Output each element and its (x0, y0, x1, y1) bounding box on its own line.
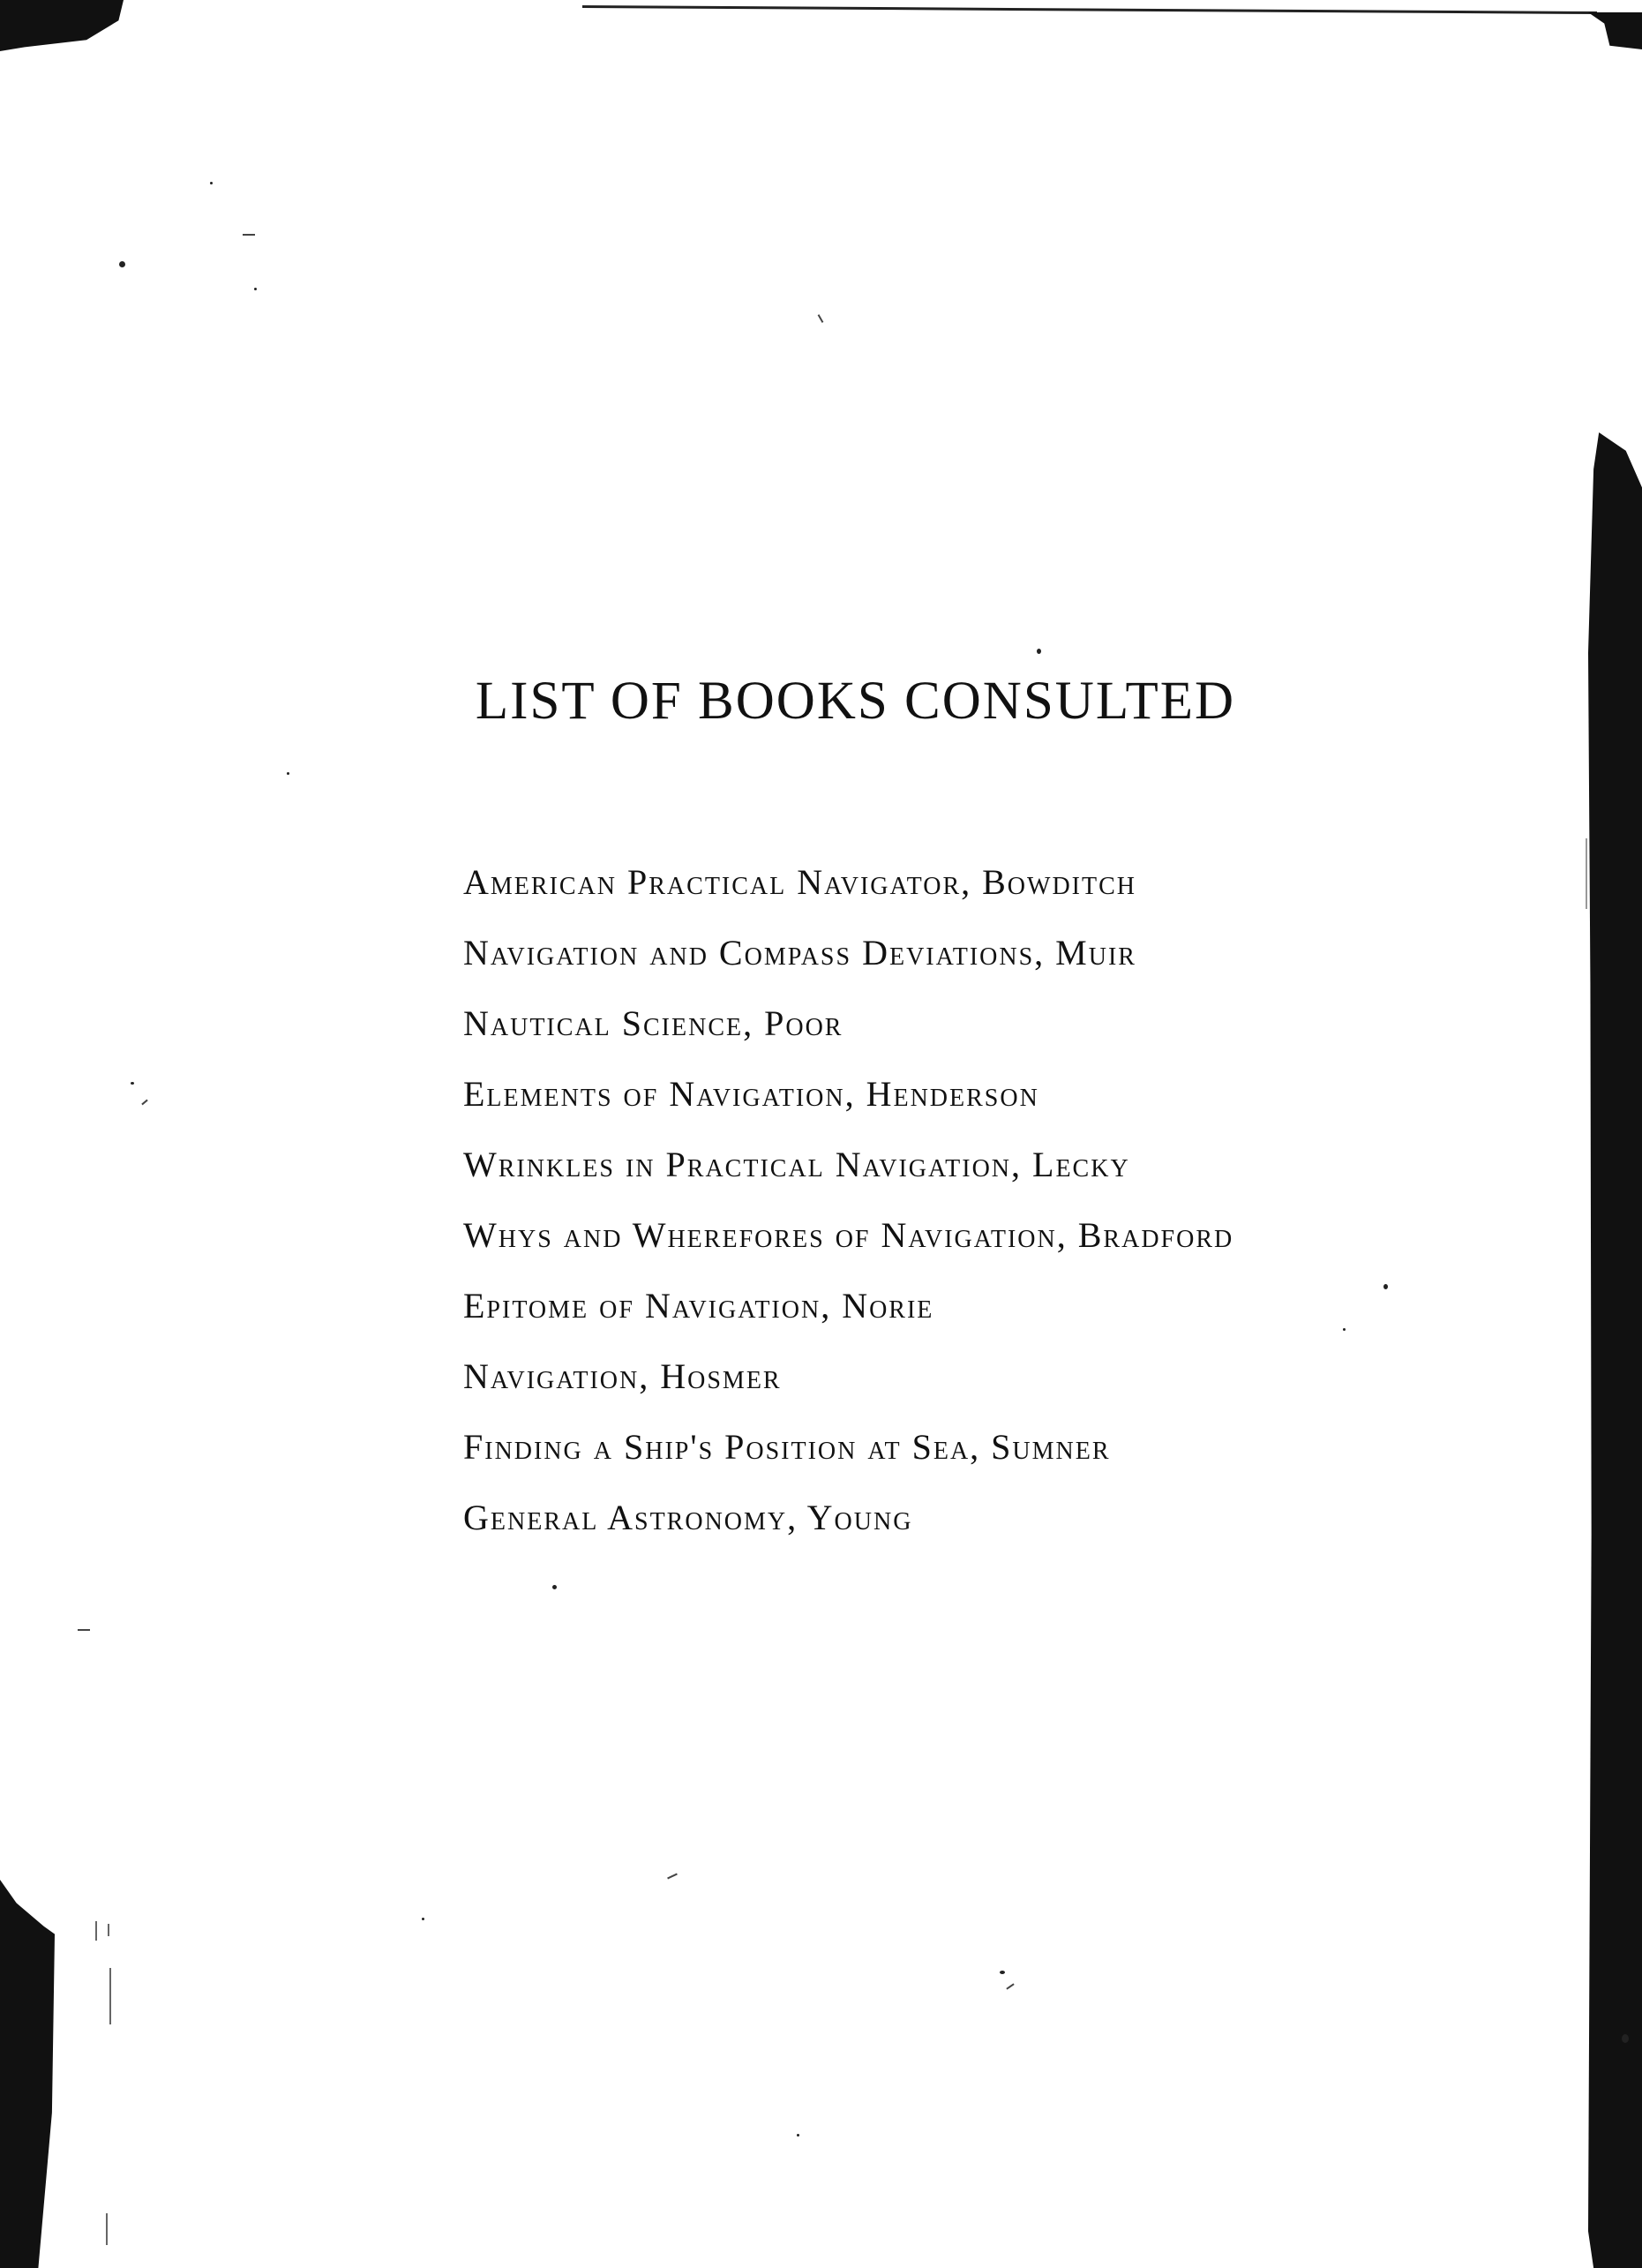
list-item: General Astronomy, Young (463, 1498, 913, 1537)
scan-speck (1037, 649, 1041, 654)
book-list (463, 847, 1346, 1553)
list-item: Nautical Science, Poor (463, 1003, 843, 1043)
scan-dash (78, 1629, 90, 1631)
list-item: Whys and Wherefores of Navigation, Bradford (463, 1215, 1234, 1255)
scan-speck (552, 1585, 557, 1589)
scan-line (1586, 838, 1587, 909)
scan-speck (1383, 1284, 1388, 1289)
scan-speck (119, 261, 125, 267)
scan-line (108, 1924, 109, 1936)
list-item: American Practical Navigator, Bowditch (463, 862, 1136, 902)
scan-blot-top-right (1588, 12, 1642, 49)
scan-speck (287, 772, 289, 775)
list-item: Wrinkles in Practical Navigation, Lecky (463, 1145, 1130, 1184)
scan-line (109, 1968, 111, 2024)
scan-speck (1622, 2034, 1629, 2043)
scan-speck (422, 1918, 424, 1920)
scan-speck (131, 1082, 134, 1085)
scan-dash (141, 1100, 147, 1106)
scan-line (106, 2213, 108, 2245)
scan-dash (243, 234, 255, 236)
list-item: Navigation, Hosmer (463, 1356, 782, 1396)
scan-speck (1000, 1971, 1005, 1974)
scan-speck (210, 182, 213, 184)
list-item: Navigation and Compass Deviations, Muir (463, 933, 1136, 973)
scan-blot-top-left (0, 0, 124, 51)
list-item: Epitome of Navigation, Norie (463, 1286, 934, 1326)
page-title: LIST OF BOOKS CONSULTED (475, 672, 1236, 731)
scan-dash (667, 1874, 678, 1880)
list-item: Finding a Ship's Position at Sea, Sumner (463, 1427, 1111, 1467)
scan-shadow-left-edge (0, 1880, 55, 2268)
scan-line (95, 1921, 97, 1941)
list-item: Elements of Navigation, Henderson (463, 1074, 1039, 1114)
scan-dash (818, 314, 824, 323)
scan-speck (797, 2134, 799, 2137)
scan-speck (254, 288, 257, 290)
scan-dash (1006, 1983, 1014, 1989)
scan-edge-rule (582, 5, 1597, 14)
